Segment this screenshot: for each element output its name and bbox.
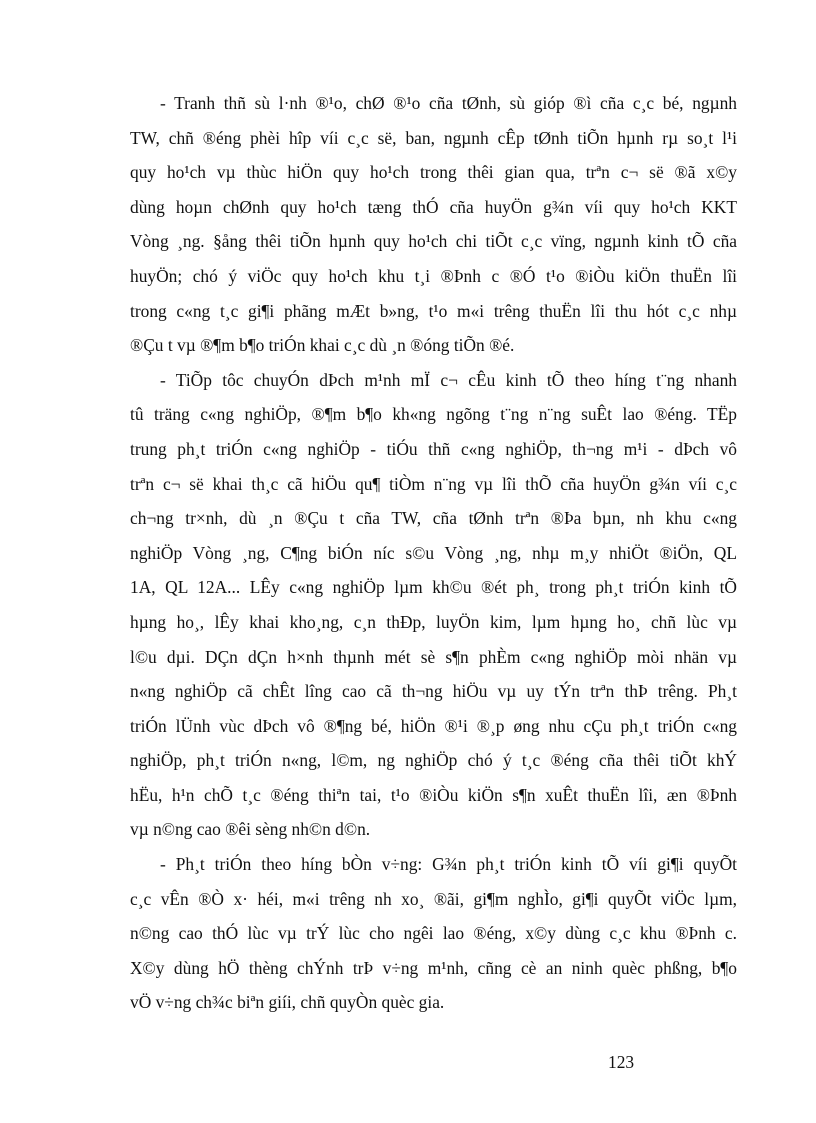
text-line: c¸c vÊn ®Ò x· héi, m«i trêng nh xo¸ ®ãi, gi¶m nghÌo, gi¶i quyÕt viÖc lµm, [130, 888, 737, 909]
text-line: hµng ho¸, lÊy khai kho¸ng, c¸n thÐp, luyÖn kim, lµm hµng ho¸ chñ lùc vµ [130, 611, 737, 632]
text-line: huyÖn; chó ý viÖc quy ho¹ch khu t¸i ®Þnh c ®Ó t¹o ®iÒu kiÖn thuËn lîi [130, 265, 737, 286]
text-line: quy ho¹ch vµ thùc hiÖn quy ho¹ch trong thêi gian qua, trªn c¬ së ®ã x©y [130, 162, 737, 183]
text-line: l©u dµi. DÇn dÇn h×nh thµnh mét sè s¶n phÈm c«ng nghiÖp mòi nhän vµ [130, 646, 737, 667]
text-line: n«ng nghiÖp cã chÊt lîng cao cã th¬ng hiÖu vµ uy tÝn trªn thÞ trêng. Ph¸t [130, 681, 737, 702]
paragraph-1 [130, 86, 737, 363]
text-line: n©ng cao thÓ lùc vµ trÝ lùc cho ngêi lao ®éng, x©y dùng c¸c khu ®Þnh c. [130, 923, 737, 944]
text-line: TW, chñ ®éng phèi hîp víi c¸c së, ban, ngµnh cÊp tØnh tiÕn hµnh rµ so¸t l¹i [130, 127, 737, 148]
text-line: triÓn lÜnh vùc dÞch vô ®¶ng bé, hiÖn ®¹i ®¸p øng nhu cÇu ph¸t triÓn c«ng [130, 715, 737, 736]
text-line: ®Çu t vµ ®¶m b¶o triÓn khai c¸c dù ¸n ®óng tiÕn ®é. [130, 335, 515, 356]
text-line: - Tranh thñ sù l·nh ®¹o, chØ ®¹o cña tØnh, sù gióp ®ì cña c¸c bé, ngµnh [160, 93, 737, 113]
text-line: vÖ v÷ng ch¾c biªn giíi, chñ quyÒn quèc gia. [130, 992, 445, 1013]
text-line: tû träng c«ng nghiÖp, ®¶m b¶o kh«ng ngõng t¨ng n¨ng suÊt lao ®éng. TËp [130, 404, 737, 425]
paragraph-2 [130, 363, 737, 847]
text-line: Vòng ¸ng. §ång thêi tiÕn hµnh quy ho¹ch chi tiÕt c¸c vïng, ngµnh kinh tÕ cña [130, 231, 737, 252]
text-line: X©y dùng hÖ thèng chÝnh trÞ v÷ng m¹nh, cñng cè an ninh quèc phßng, b¶o [130, 957, 737, 978]
text-line: hËu, h¹n chÕ t¸c ®éng thiªn tai, t¹o ®iÒu kiÖn s¶n xuÊt thuËn lîi, æn ®Þnh [130, 784, 737, 805]
text-line: trªn c¬ së khai th¸c cã hiÖu qu¶ tiÒm n¨ng vµ lîi thÕ cña huyÖn g¾n víi c¸c [130, 473, 737, 494]
text-line: trong c«ng t¸c gi¶i phãng mÆt b»ng, t¹o m«i trêng thuËn lîi thu hót c¸c nhµ [130, 300, 737, 321]
text-line: trung ph¸t triÓn c«ng nghiÖp - tiÓu thñ c«ng nghiÖp, th¬ng m¹i - dÞch vô [130, 438, 737, 459]
text-line: - TiÕp tôc chuyÓn dÞch m¹nh mÏ c¬ cÊu kinh tÕ theo híng t¨ng nhanh [160, 369, 737, 390]
text-line: nghiÖp, ph¸t triÓn n«ng, l©m, ng nghiÖp chó ý t¸c ®éng cña thêi tiÕt khÝ [130, 750, 737, 771]
page-number: 123 [608, 1052, 635, 1072]
paragraph-3 [130, 847, 737, 1020]
text-line: - Ph¸t triÓn theo híng bÒn v÷ng: G¾n ph¸t triÓn kinh tÕ víi gi¶i quyÕt [160, 854, 737, 875]
text-line: 1A, QL 12A... LÊy c«ng nghiÖp lµm kh©u ®ét ph¸ trong ph¸t triÓn kinh tÕ [130, 577, 737, 598]
text-line: dùng hoµn chØnh quy ho¹ch tæng thÓ cña huyÖn g¾n víi quy ho¹ch KKT [130, 196, 737, 217]
document-body [130, 86, 737, 1020]
text-line: nghiÖp Vòng ¸ng, C¶ng biÓn níc s©u Vòng ¸ng, nhµ m¸y nhiÖt ®iÖn, QL [130, 542, 737, 563]
text-line: ch¬ng tr×nh, dù ¸n ®Çu t cña TW, cña tØnh trªn ®Þa bµn, nh khu c«ng [130, 508, 737, 529]
text-line: vµ n©ng cao ®êi sèng nh©n d©n. [130, 819, 371, 840]
